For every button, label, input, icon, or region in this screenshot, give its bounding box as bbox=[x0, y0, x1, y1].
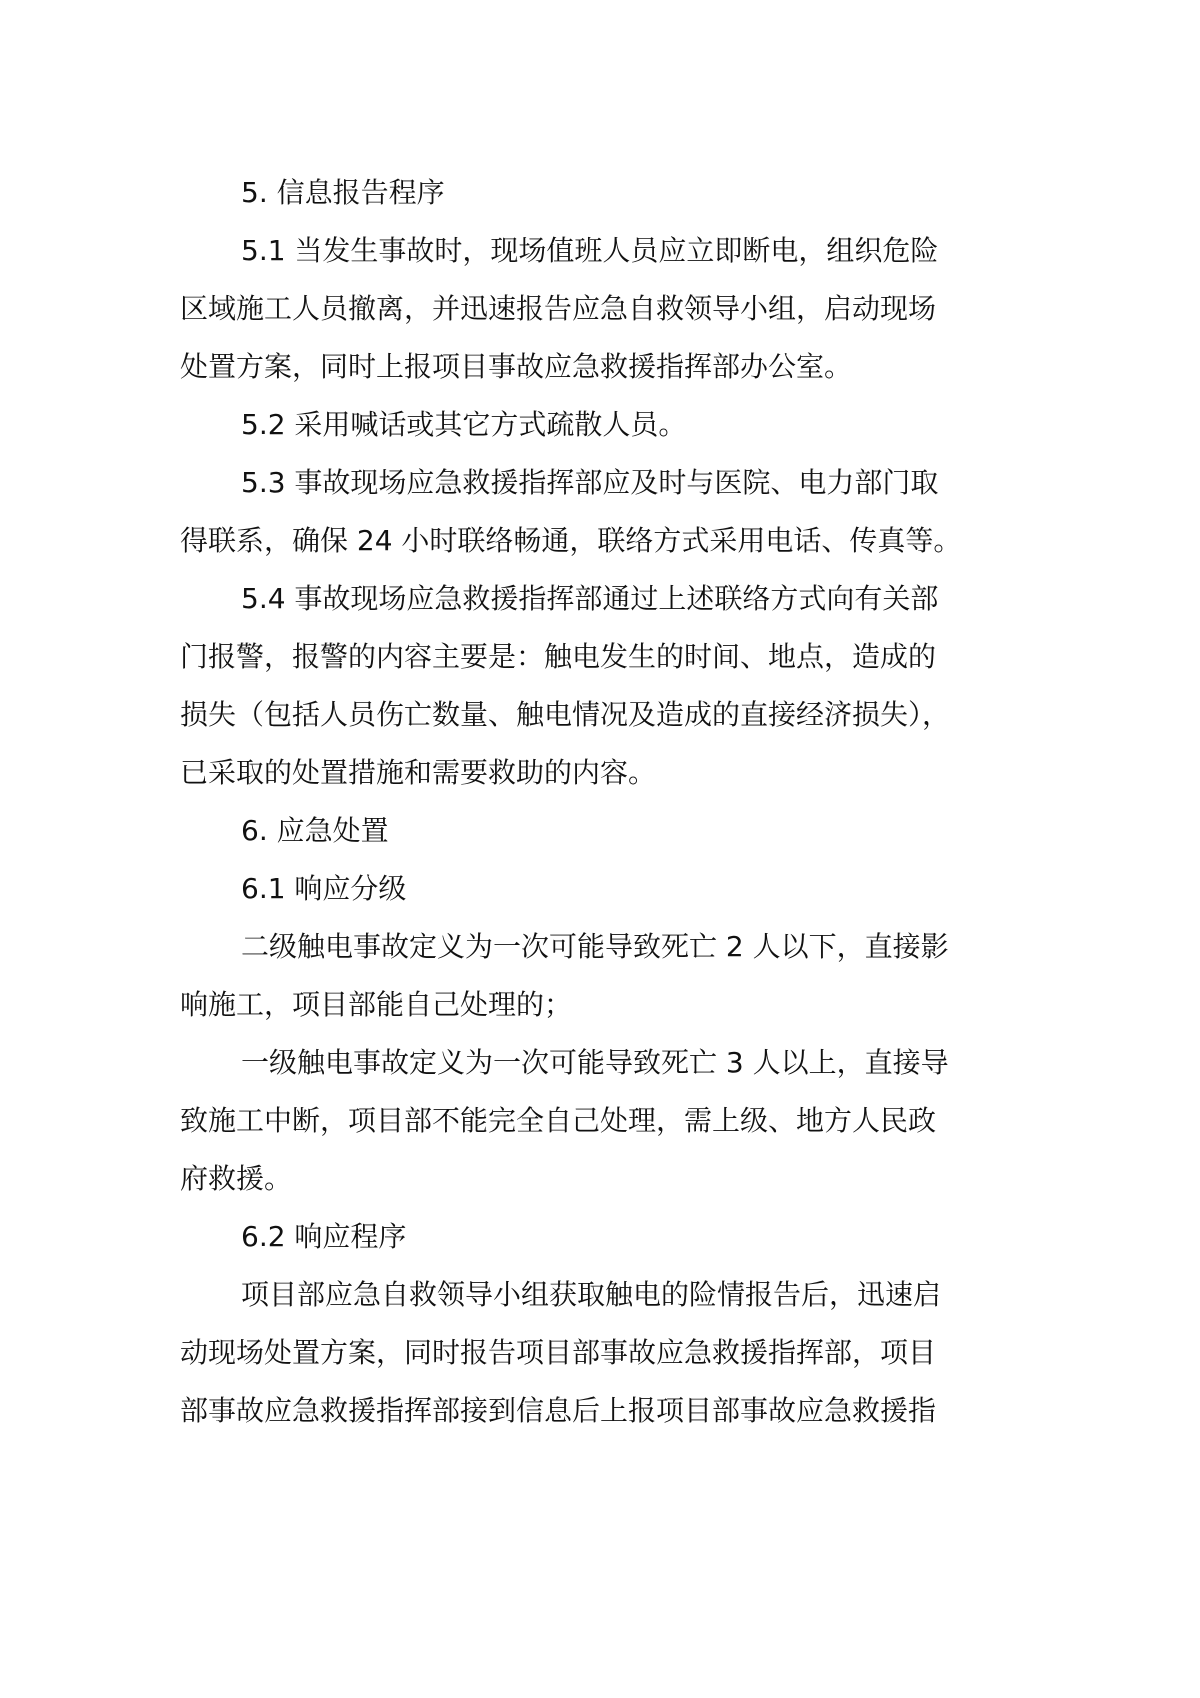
paragraph-line: 损失（包括人员伤亡数量、触电情况及造成的直接经济损失）， bbox=[180, 698, 951, 731]
paragraph-line: 响施工，项目部能自己处理的； bbox=[180, 988, 573, 1021]
heading-5-info-report: 5. 信息报告程序 bbox=[241, 176, 445, 209]
heading-6-emergency-disposal: 6. 应急处置 bbox=[241, 814, 389, 847]
paragraph-line: 府救援。 bbox=[180, 1162, 293, 1195]
heading-6-1-response-level: 6.1 响应分级 bbox=[241, 872, 407, 905]
paragraph-line: 5.2 采用喊话或其它方式疏散人员。 bbox=[241, 408, 687, 441]
paragraph-line: 区域施工人员撤离，并迅速报告应急自救领导小组，启动现场 bbox=[180, 292, 937, 325]
paragraph-line: 门报警，报警的内容主要是：触电发生的时间、地点，造成的 bbox=[180, 640, 937, 673]
paragraph-line: 5.1 当发生事故时，现场值班人员应立即断电，组织危险 bbox=[241, 234, 939, 267]
heading-6-2-response-procedure: 6.2 响应程序 bbox=[241, 1220, 407, 1253]
paragraph-line: 一级触电事故定义为一次可能导致死亡 3 人以上，直接导 bbox=[241, 1046, 949, 1079]
paragraph-line: 得联系，确保 24 小时联络畅通，联络方式采用电话、传真等。 bbox=[180, 524, 962, 557]
paragraph-line: 动现场处置方案，同时报告项目部事故应急救援指挥部，项目 bbox=[180, 1336, 937, 1369]
paragraph-line: 处置方案，同时上报项目事故应急救援指挥部办公室。 bbox=[180, 350, 853, 383]
paragraph-line: 5.4 事故现场应急救援指挥部通过上述联络方式向有关部 bbox=[241, 582, 939, 615]
paragraph-line: 二级触电事故定义为一次可能导致死亡 2 人以下，直接影 bbox=[241, 930, 949, 963]
paragraph-line: 项目部应急自救领导小组获取触电的险情报告后，迅速启 bbox=[241, 1278, 942, 1311]
paragraph-line: 5.3 事故现场应急救援指挥部应及时与医院、电力部门取 bbox=[241, 466, 939, 499]
paragraph-line: 部事故应急救援指挥部接到信息后上报项目部事故应急救援指 bbox=[180, 1394, 937, 1427]
paragraph-line: 已采取的处置措施和需要救助的内容。 bbox=[180, 756, 657, 789]
paragraph-line: 致施工中断，项目部不能完全自己处理，需上级、地方人民政 bbox=[180, 1104, 937, 1137]
